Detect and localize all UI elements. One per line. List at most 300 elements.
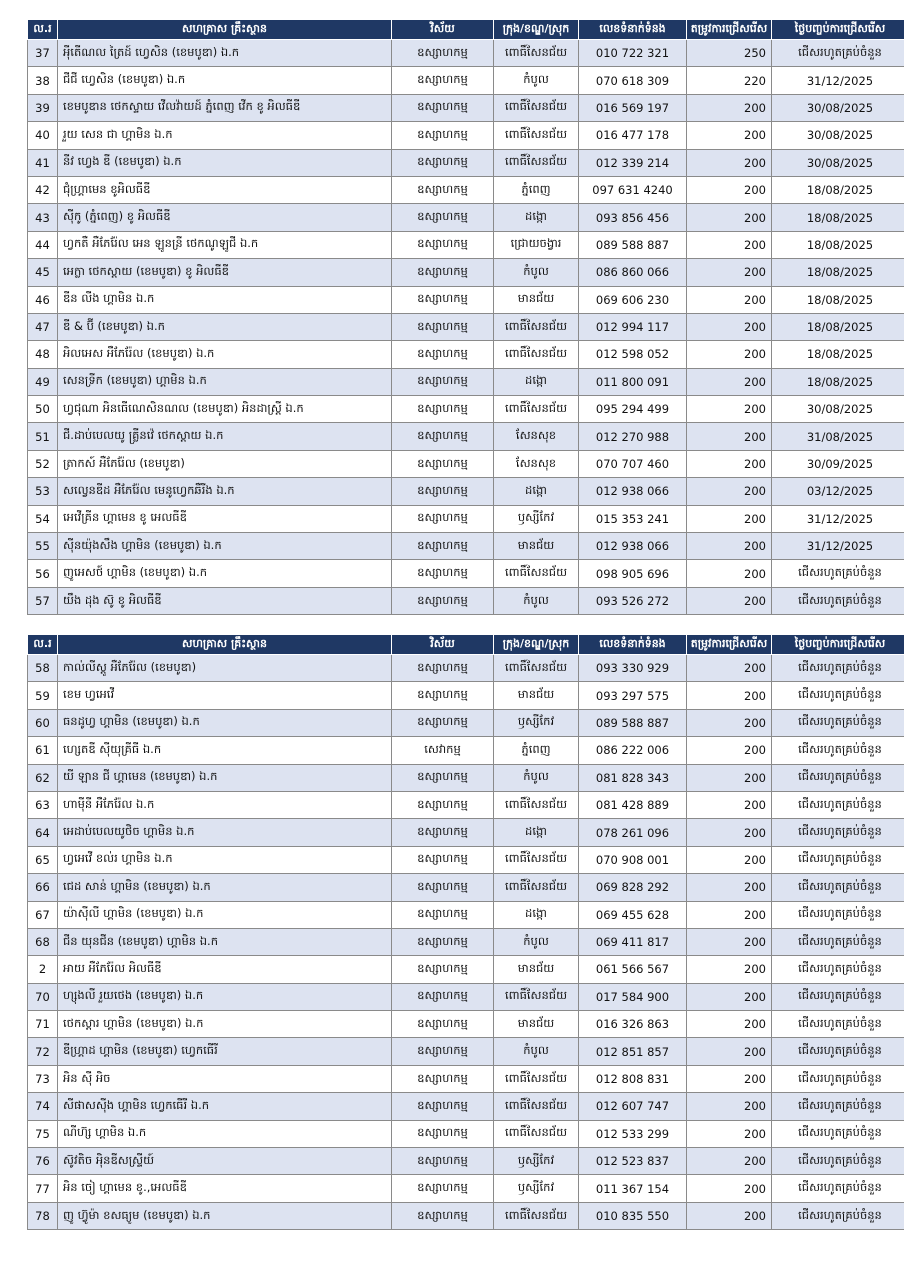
table-row xyxy=(28,655,904,682)
cell-sector: ឧស្សាហកម្ម xyxy=(392,819,494,846)
cell-quota: 250 xyxy=(687,40,772,67)
cell-sector: ឧស្សាហកម្ម xyxy=(392,1120,494,1147)
cell-city: ពោធិ៍សែនជ័យ xyxy=(494,1120,579,1147)
cell-quota: 200 xyxy=(687,1120,772,1147)
cell-phone: 012 607 747 xyxy=(579,1093,687,1120)
cell-deadline: ជើសរហូតគ្រប់ចំនួន xyxy=(772,1093,904,1120)
header-phone: លេខទំនាក់ទំនង xyxy=(579,635,687,655)
table-row xyxy=(28,1120,904,1147)
table-row xyxy=(28,1202,904,1229)
cell-sector: ឧស្សាហកម្ម xyxy=(392,560,494,587)
cell-company: យឹង ដុង ស៊ូ ខូ អិលធីឌី xyxy=(58,587,392,614)
cell-number: 68 xyxy=(28,928,58,955)
cell-number: 45 xyxy=(28,259,58,286)
cell-number: 50 xyxy=(28,396,58,423)
cell-quota: 200 xyxy=(687,901,772,928)
cell-phone: 016 569 197 xyxy=(579,94,687,121)
cell-city: ពោធិ៍សែនជ័យ xyxy=(494,1202,579,1229)
cell-company: អេវើគ្រីន ហ្គាមេន ខូ អេលធីឌី xyxy=(58,505,392,532)
cell-quota: 200 xyxy=(687,791,772,818)
cell-deadline: 18/08/2025 xyxy=(772,259,904,286)
cell-quota: 200 xyxy=(687,122,772,149)
cell-city: ដង្កោ xyxy=(494,901,579,928)
cell-deadline: 30/09/2025 xyxy=(772,450,904,477)
cell-sector: ឧស្សាហកម្ម xyxy=(392,1011,494,1038)
header-city: ក្រុង/ខណ្ឌ/ស្រុក xyxy=(494,635,579,655)
cell-company: ជេដ សាន់ ហ្គាមិន (ខេមបូឌា) ឯ.ក xyxy=(58,874,392,901)
cell-company: ឌីហ្គ្រាដ ហ្គាមិន (ខេមបូឌា) ហ្វេកធើរី xyxy=(58,1038,392,1065)
cell-company: អេក្លា ថេកស្តាយ (ខេមបូឌា) ខូ អិលធីឌី xyxy=(58,259,392,286)
table-row xyxy=(28,67,904,94)
cell-quota: 200 xyxy=(687,313,772,340)
cell-company: ខេមបូឌាន ថេកស្ទាយ វើលវ៉ាយដ៍ ភ្នំពេញ វើក ខូ អិលធីឌី xyxy=(58,94,392,121)
cell-quota: 200 xyxy=(687,587,772,614)
cell-deadline: ជើសរហូតគ្រប់ចំនួន xyxy=(772,1038,904,1065)
cell-number: 58 xyxy=(28,655,58,682)
cell-deadline: 18/08/2025 xyxy=(772,231,904,258)
cell-company: ធនដូហ្វ ហ្គាមិន (ខេមបូឌា) ឯ.ក xyxy=(58,709,392,736)
table-row xyxy=(28,682,904,709)
table-row xyxy=(28,149,904,176)
cell-quota: 200 xyxy=(687,846,772,873)
cell-company: អិលអេស អឺភែរ៉ែល (ខេមបូឌា) ឯ.ក xyxy=(58,341,392,368)
cell-quota: 200 xyxy=(687,874,772,901)
cell-deadline: ជើសរហូតគ្រប់ចំនួន xyxy=(772,874,904,901)
cell-quota: 200 xyxy=(687,1065,772,1092)
cell-phone: 012 533 299 xyxy=(579,1120,687,1147)
cell-phone: 093 297 575 xyxy=(579,682,687,709)
cell-city: ជ្រោយចង្វារ xyxy=(494,231,579,258)
cell-number: 40 xyxy=(28,122,58,149)
cell-quota: 200 xyxy=(687,737,772,764)
cell-number: 46 xyxy=(28,286,58,313)
table-row xyxy=(28,341,904,368)
cell-city: ឫស្សីកែវ xyxy=(494,1148,579,1175)
cell-company: យ៉ាស៊ីលី ហ្គាមិន (ខេមបូឌា) ឯ.ក xyxy=(58,901,392,928)
cell-deadline: ជើសរហូតគ្រប់ចំនួន xyxy=(772,819,904,846)
cell-quota: 200 xyxy=(687,1038,772,1065)
cell-number: 61 xyxy=(28,737,58,764)
cell-phone: 012 851 857 xyxy=(579,1038,687,1065)
cell-company: អិន ចៀ ហ្គាមេន ខូ.,អេលធីឌី xyxy=(58,1175,392,1202)
cell-company: ហ្សុងលី រួយថេង (ខេមបូឌា) ឯ.ក xyxy=(58,983,392,1010)
header-deadline: ថ្ងៃបញ្ចប់ការជ្រើសរើស xyxy=(772,20,904,40)
cell-city: ពោធិ៍សែនជ័យ xyxy=(494,560,579,587)
cell-deadline: ជើសរហូតគ្រប់ចំនួន xyxy=(772,1120,904,1147)
cell-phone: 093 330 929 xyxy=(579,655,687,682)
cell-company: ស៊ីនយ៉ុងសឹង ហ្គាមិន (ខេមបូឌា) ឯ.ក xyxy=(58,533,392,560)
cell-phone: 010 722 321 xyxy=(579,40,687,67)
cell-phone: 095 294 499 xyxy=(579,396,687,423)
cell-deadline: ជើសរហូតគ្រប់ចំនួន xyxy=(772,846,904,873)
header-company: សហគ្រាស គ្រឹះស្ថាន xyxy=(58,635,392,655)
cell-number: 56 xyxy=(28,560,58,587)
table-row xyxy=(28,764,904,791)
cell-sector: ឧស្សាហកម្ម xyxy=(392,587,494,614)
cell-number: 43 xyxy=(28,204,58,231)
cell-phone: 069 411 817 xyxy=(579,928,687,955)
cell-city: មានជ័យ xyxy=(494,1011,579,1038)
cell-deadline: 30/08/2025 xyxy=(772,149,904,176)
cell-city: មានជ័យ xyxy=(494,682,579,709)
cell-number: 49 xyxy=(28,368,58,395)
table-row xyxy=(28,1065,904,1092)
cell-number: 37 xyxy=(28,40,58,67)
cell-quota: 200 xyxy=(687,368,772,395)
cell-deadline: 18/08/2025 xyxy=(772,176,904,203)
cell-city: ពោធិ៍សែនជ័យ xyxy=(494,983,579,1010)
table-row xyxy=(28,176,904,203)
cell-sector: ឧស្សាហកម្ម xyxy=(392,846,494,873)
cell-sector: ឧស្សាហកម្ម xyxy=(392,450,494,477)
cell-deadline: 18/08/2025 xyxy=(772,313,904,340)
cell-deadline: ជើសរហូតគ្រប់ចំនួន xyxy=(772,40,904,67)
cell-deadline: 31/12/2025 xyxy=(772,505,904,532)
cell-phone: 089 588 887 xyxy=(579,231,687,258)
cell-number: 72 xyxy=(28,1038,58,1065)
cell-number: 55 xyxy=(28,533,58,560)
cell-quota: 200 xyxy=(687,928,772,955)
cell-city: កំបូល xyxy=(494,1038,579,1065)
cell-sector: ឧស្សាហកម្ម xyxy=(392,231,494,258)
cell-company: ឌីន លីង ហ្គាមិន ឯ.ក xyxy=(58,286,392,313)
cell-city: កំបូល xyxy=(494,764,579,791)
table-row xyxy=(28,478,904,505)
cell-sector: ឧស្សាហកម្ម xyxy=(392,682,494,709)
cell-number: 53 xyxy=(28,478,58,505)
cell-quota: 200 xyxy=(687,764,772,791)
cell-city: ដង្កោ xyxy=(494,368,579,395)
cell-city: ពោធិ៍សែនជ័យ xyxy=(494,122,579,149)
header-sector: វិស័យ xyxy=(392,635,494,655)
cell-phone: 097 631 4240 xyxy=(579,176,687,203)
cell-sector: ឧស្សាហកម្ម xyxy=(392,149,494,176)
cell-sector: ឧស្សាហកម្ម xyxy=(392,764,494,791)
table-row xyxy=(28,587,904,614)
table-row xyxy=(28,1148,904,1175)
cell-sector: ឧស្សាហកម្ម xyxy=(392,122,494,149)
cell-company: អិន ស៊ី អិច xyxy=(58,1065,392,1092)
cell-company: អេដាប់បេលយូថិច ហ្គាមិន ឯ.ក xyxy=(58,819,392,846)
table-row xyxy=(28,1175,904,1202)
cell-number: 65 xyxy=(28,846,58,873)
cell-phone: 069 606 230 xyxy=(579,286,687,313)
table-row xyxy=(28,450,904,477)
cell-city: ពោធិ៍សែនជ័យ xyxy=(494,94,579,121)
cell-quota: 200 xyxy=(687,560,772,587)
table-body xyxy=(28,655,904,1230)
cell-company: ហ្វអេវើ ខល់រ ហ្គាមិន ឯ.ក xyxy=(58,846,392,873)
cell-sector: ឧស្សាហកម្ម xyxy=(392,341,494,368)
cell-deadline: ជើសរហូតគ្រប់ចំនួន xyxy=(772,709,904,736)
cell-phone: 012 994 117 xyxy=(579,313,687,340)
recruitment-table-2 xyxy=(27,634,904,1230)
cell-company: ហ្សេតឌី ស៊ីយុគ្រីធី ឯ.ក xyxy=(58,737,392,764)
table-row xyxy=(28,313,904,340)
cell-sector: ឧស្សាហកម្ម xyxy=(392,1202,494,1229)
cell-sector: ឧស្សាហកម្ម xyxy=(392,478,494,505)
cell-company: កាល់លីស្តូ អឺភែរ៉ែល (ខេមបូឌា) xyxy=(58,655,392,682)
cell-city: ពោធិ៍សែនជ័យ xyxy=(494,874,579,901)
cell-quota: 220 xyxy=(687,67,772,94)
cell-sector: ឧស្សាហកម្ម xyxy=(392,791,494,818)
cell-deadline: 03/12/2025 xyxy=(772,478,904,505)
cell-number: 60 xyxy=(28,709,58,736)
cell-quota: 200 xyxy=(687,1148,772,1175)
cell-quota: 200 xyxy=(687,1202,772,1229)
cell-sector: ឧស្សាហកម្ម xyxy=(392,1093,494,1120)
cell-quota: 200 xyxy=(687,450,772,477)
cell-city: ដង្កោ xyxy=(494,204,579,231)
cell-sector: ឧស្សាហកម្ម xyxy=(392,396,494,423)
cell-quota: 200 xyxy=(687,341,772,368)
cell-sector: ឧស្សាហកម្ម xyxy=(392,313,494,340)
cell-sector: ឧស្សាហកម្ម xyxy=(392,655,494,682)
header-city: ក្រុង/ខណ្ឌ/ស្រុក xyxy=(494,20,579,40)
cell-sector: ឧស្សាហកម្ម xyxy=(392,505,494,532)
cell-city: ពោធិ៍សែនជ័យ xyxy=(494,40,579,67)
cell-sector: ឧស្សាហកម្ម xyxy=(392,204,494,231)
cell-number: 54 xyxy=(28,505,58,532)
header-phone: លេខទំនាក់ទំនង xyxy=(579,20,687,40)
cell-phone: 012 598 052 xyxy=(579,341,687,368)
cell-phone: 089 588 887 xyxy=(579,709,687,736)
cell-sector: ឧស្សាហកម្ម xyxy=(392,983,494,1010)
cell-phone: 070 707 460 xyxy=(579,450,687,477)
cell-deadline: 18/08/2025 xyxy=(772,368,904,395)
cell-deadline: ជើសរហូតគ្រប់ចំនួន xyxy=(772,764,904,791)
cell-phone: 012 938 066 xyxy=(579,533,687,560)
cell-city: សែនសុខ xyxy=(494,423,579,450)
table-row xyxy=(28,396,904,423)
cell-city: មានជ័យ xyxy=(494,286,579,313)
cell-city: ឫស្សីកែវ xyxy=(494,505,579,532)
cell-deadline: 30/08/2025 xyxy=(772,396,904,423)
cell-phone: 070 908 001 xyxy=(579,846,687,873)
cell-company: ហាមុីនី អឺភែរ៉ែល ឯ.ក xyxy=(58,791,392,818)
table-row xyxy=(28,122,904,149)
cell-city: ពោធិ៍សែនជ័យ xyxy=(494,396,579,423)
cell-city: ដង្កោ xyxy=(494,478,579,505)
table-row xyxy=(28,874,904,901)
header-sector: វិស័យ xyxy=(392,20,494,40)
cell-quota: 200 xyxy=(687,204,772,231)
cell-number: 71 xyxy=(28,1011,58,1038)
cell-quota: 200 xyxy=(687,478,772,505)
cell-deadline: ជើសរហូតគ្រប់ចំនួន xyxy=(772,587,904,614)
cell-number: 41 xyxy=(28,149,58,176)
table-row xyxy=(28,901,904,928)
cell-deadline: 31/12/2025 xyxy=(772,533,904,560)
cell-deadline: 18/08/2025 xyxy=(772,341,904,368)
header-quota: តម្រូវការជ្រើសរើស xyxy=(687,20,772,40)
cell-phone: 093 856 456 xyxy=(579,204,687,231)
table-row xyxy=(28,423,904,450)
cell-company: សេនទ្រីក (ខេមបូឌា) ហ្គាមិន ឯ.ក xyxy=(58,368,392,395)
cell-quota: 200 xyxy=(687,505,772,532)
cell-quota: 200 xyxy=(687,1093,772,1120)
cell-number: 75 xyxy=(28,1120,58,1147)
cell-city: ពោធិ៍សែនជ័យ xyxy=(494,1093,579,1120)
table-header-row xyxy=(28,20,904,40)
cell-company: ណីហ៊្ស ហ្គាមិន ឯ.ក xyxy=(58,1120,392,1147)
cell-deadline: ជើសរហូតគ្រប់ចំនួន xyxy=(772,1148,904,1175)
cell-number: 42 xyxy=(28,176,58,203)
cell-company: អាយ អឺភែរ៉ែល អិលធីឌី xyxy=(58,956,392,983)
cell-quota: 200 xyxy=(687,682,772,709)
header-deadline: ថ្ងៃបញ្ចប់ការជ្រើសរើស xyxy=(772,635,904,655)
cell-company: ជីជី ហ្វេសិន (ខេមបូឌា) ឯ.ក xyxy=(58,67,392,94)
cell-city: មានជ័យ xyxy=(494,533,579,560)
cell-sector: ឧស្សាហកម្ម xyxy=(392,956,494,983)
cell-sector: ឧស្សាហកម្ម xyxy=(392,94,494,121)
cell-number: 77 xyxy=(28,1175,58,1202)
cell-sector: ឧស្សាហកម្ម xyxy=(392,40,494,67)
cell-quota: 200 xyxy=(687,956,772,983)
cell-number: 70 xyxy=(28,983,58,1010)
cell-phone: 012 808 831 xyxy=(579,1065,687,1092)
cell-company: ឌី & ប៊ី (ខេមបូឌា) ឯ.ក xyxy=(58,313,392,340)
table-row xyxy=(28,1011,904,1038)
cell-number: 62 xyxy=(28,764,58,791)
cell-company: សល្វេនឌីដ អឺភែរ៉ែល មេនូហ្វេកឆឺរីង ឯ.ក xyxy=(58,478,392,505)
cell-city: កំបូល xyxy=(494,928,579,955)
header-quota: តម្រូវការជ្រើសរើស xyxy=(687,635,772,655)
cell-company: ស៊ីកូ (ភ្នំពេញ) ខូ អិលធីឌី xyxy=(58,204,392,231)
header-no: ល.រ xyxy=(28,635,58,655)
cell-sector: ឧស្សាហកម្ម xyxy=(392,1065,494,1092)
table-row xyxy=(28,819,904,846)
cell-number: 39 xyxy=(28,94,58,121)
cell-quota: 200 xyxy=(687,709,772,736)
cell-city: សែនសុខ xyxy=(494,450,579,477)
cell-deadline: ជើសរហូតគ្រប់ចំនួន xyxy=(772,560,904,587)
cell-city: ពោធិ៍សែនជ័យ xyxy=(494,341,579,368)
cell-city: ពោធិ៍សែនជ័យ xyxy=(494,149,579,176)
cell-number: 52 xyxy=(28,450,58,477)
table-row xyxy=(28,983,904,1010)
cell-quota: 200 xyxy=(687,149,772,176)
cell-sector: ឧស្សាហកម្ម xyxy=(392,1175,494,1202)
cell-sector: ឧស្សាហកម្ម xyxy=(392,259,494,286)
table-row xyxy=(28,40,904,67)
cell-phone: 012 270 988 xyxy=(579,423,687,450)
cell-quota: 200 xyxy=(687,259,772,286)
cell-deadline: ជើសរហូតគ្រប់ចំនួន xyxy=(772,1011,904,1038)
cell-phone: 010 835 550 xyxy=(579,1202,687,1229)
cell-company: អុីតើណល ត្រៃដ៍ ហ្វេសិន (ខេមបូឌា) ឯ.ក xyxy=(58,40,392,67)
cell-number: 47 xyxy=(28,313,58,340)
cell-sector: ឧស្សាហកម្ម xyxy=(392,874,494,901)
cell-sector: ឧស្សាហកម្ម xyxy=(392,928,494,955)
cell-sector: ឧស្សាហកម្ម xyxy=(392,709,494,736)
cell-city: ឫស្សីកែវ xyxy=(494,1175,579,1202)
cell-number: 64 xyxy=(28,819,58,846)
cell-number: 51 xyxy=(28,423,58,450)
cell-deadline: ជើសរហូតគ្រប់ចំនួន xyxy=(772,791,904,818)
cell-sector: ឧស្សាហកម្ម xyxy=(392,533,494,560)
cell-phone: 070 618 309 xyxy=(579,67,687,94)
cell-deadline: ជើសរហូតគ្រប់ចំនួន xyxy=(772,1202,904,1229)
cell-number: 76 xyxy=(28,1148,58,1175)
header-no: ល.រ xyxy=(28,20,58,40)
cell-deadline: 31/12/2025 xyxy=(772,67,904,94)
cell-phone: 017 584 900 xyxy=(579,983,687,1010)
cell-company: ហ្វកតឺ អឺភែរ៉ែល អេន ឡូនន្រី ថេកណូឡូជី ឯ.ក xyxy=(58,231,392,258)
cell-quota: 200 xyxy=(687,423,772,450)
cell-number: 57 xyxy=(28,587,58,614)
cell-sector: ឧស្សាហកម្ម xyxy=(392,368,494,395)
cell-city: ភ្នំពេញ xyxy=(494,737,579,764)
cell-phone: 093 526 272 xyxy=(579,587,687,614)
cell-company: សីផាសស៊ីង ហ្គាមិន ហ្វេកធើរី ឯ.ក xyxy=(58,1093,392,1120)
cell-number: 66 xyxy=(28,874,58,901)
cell-phone: 081 828 343 xyxy=(579,764,687,791)
cell-quota: 200 xyxy=(687,1011,772,1038)
cell-city: ពោធិ៍សែនជ័យ xyxy=(494,1065,579,1092)
cell-deadline: ជើសរហូតគ្រប់ចំនួន xyxy=(772,983,904,1010)
cell-quota: 200 xyxy=(687,983,772,1010)
cell-phone: 061 566 567 xyxy=(579,956,687,983)
cell-deadline: 31/08/2025 xyxy=(772,423,904,450)
cell-company: យី ឡាន ជី ហ្គាមេន (ខេមបូឌា) ឯ.ក xyxy=(58,764,392,791)
cell-city: ភ្នំពេញ xyxy=(494,176,579,203)
cell-sector: ឧស្សាហកម្ម xyxy=(392,423,494,450)
cell-sector: ឧស្សាហកម្ម xyxy=(392,286,494,313)
cell-phone: 016 477 178 xyxy=(579,122,687,149)
table-row xyxy=(28,560,904,587)
cell-company: ជី.ដាប់បេលយូ គ្រ្លីនវ៉េ ថេកស្តាយ ឯ.ក xyxy=(58,423,392,450)
cell-deadline: ជើសរហូតគ្រប់ចំនួន xyxy=(772,655,904,682)
cell-company: នីវ ហ្វេង ឌី (ខេមបូឌា) ឯ.ក xyxy=(58,149,392,176)
cell-deadline: ជើសរហូតគ្រប់ចំនួន xyxy=(772,1175,904,1202)
cell-phone: 011 367 154 xyxy=(579,1175,687,1202)
cell-number: 78 xyxy=(28,1202,58,1229)
cell-sector: ឧស្សាហកម្ម xyxy=(392,901,494,928)
cell-deadline: ជើសរហូតគ្រប់ចំនួន xyxy=(772,682,904,709)
cell-number: 63 xyxy=(28,791,58,818)
table-row xyxy=(28,505,904,532)
cell-phone: 069 455 628 xyxy=(579,901,687,928)
cell-city: ពោធិ៍សែនជ័យ xyxy=(494,655,579,682)
cell-quota: 200 xyxy=(687,286,772,313)
cell-number: 67 xyxy=(28,901,58,928)
cell-company: ត្រាកស៍ អឺភែរ៉ែល (ខេមបូឌា) xyxy=(58,450,392,477)
table-row xyxy=(28,737,904,764)
cell-quota: 200 xyxy=(687,1175,772,1202)
cell-deadline: ជើសរហូតគ្រប់ចំនួន xyxy=(772,737,904,764)
cell-city: ពោធិ៍សែនជ័យ xyxy=(494,791,579,818)
cell-phone: 069 828 292 xyxy=(579,874,687,901)
cell-number: 2 xyxy=(28,956,58,983)
cell-company: រួយ សេន ជា ហ្គាមិន ឯ.ក xyxy=(58,122,392,149)
cell-deadline: 30/08/2025 xyxy=(772,94,904,121)
table-header-row xyxy=(28,635,904,655)
cell-phone: 012 938 066 xyxy=(579,478,687,505)
table-row xyxy=(28,956,904,983)
cell-deadline: 30/08/2025 xyxy=(772,122,904,149)
cell-phone: 011 800 091 xyxy=(579,368,687,395)
cell-deadline: 18/08/2025 xyxy=(772,204,904,231)
cell-company: ស៊ូវតិច អុិនឌីសស្ទ្រីយ៍ xyxy=(58,1148,392,1175)
table-row xyxy=(28,368,904,395)
table-row xyxy=(28,791,904,818)
cell-company: ញូ ហ៊្វូម៉ា ខសធ្យូម (ខេមបូឌា) ឯ.ក xyxy=(58,1202,392,1229)
table-row xyxy=(28,259,904,286)
cell-city: កំបូល xyxy=(494,67,579,94)
cell-company: ហ្វជុណា អិនធើណេសិនណល (ខេមបូឌា) អិនដាស្ត្រី ឯ.ក xyxy=(58,396,392,423)
cell-quota: 200 xyxy=(687,819,772,846)
